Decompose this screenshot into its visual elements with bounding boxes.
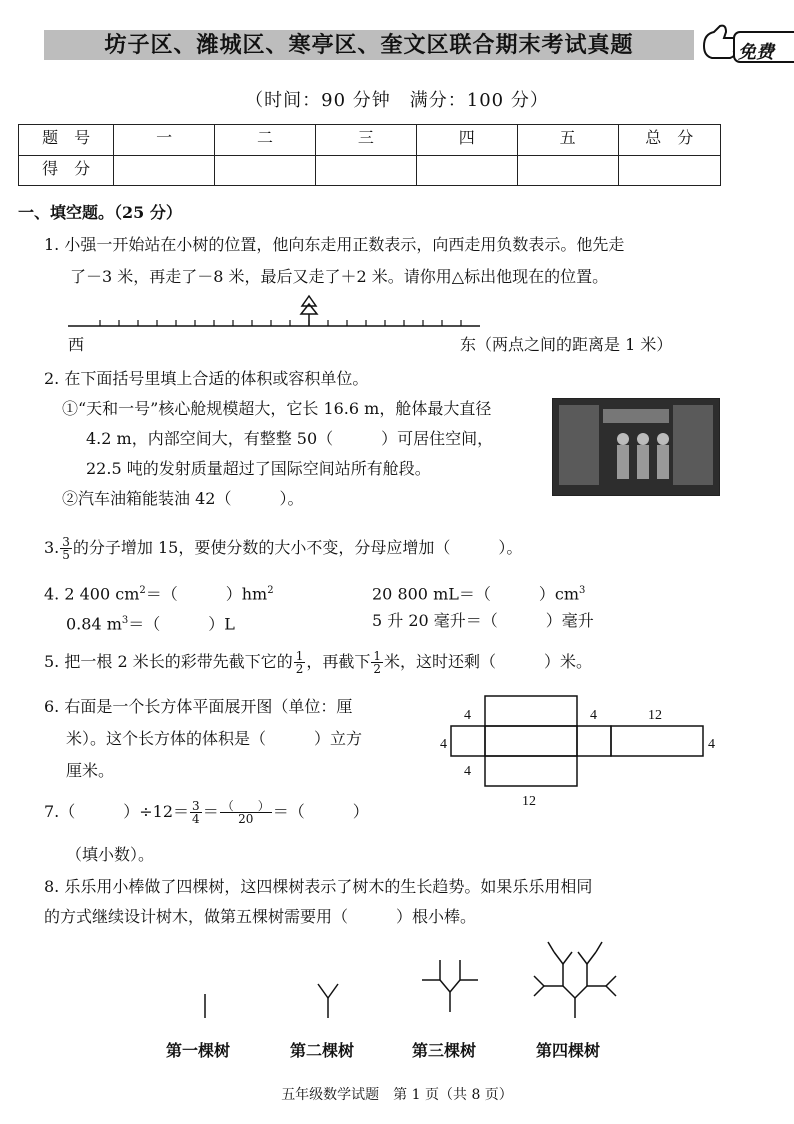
q7-part1: 7.（ ）÷12＝	[44, 802, 190, 821]
score-cell[interactable]	[618, 155, 720, 186]
question-7	[44, 800, 369, 825]
tree-label: 第二棵树	[290, 1041, 355, 1060]
page-title: 坊子区、潍城区、寒亭区、奎文区联合期末考试真题	[104, 32, 634, 58]
q4-a2-sup: 3	[579, 585, 586, 596]
q7-part3: ＝（ ）	[272, 802, 369, 821]
net-face	[577, 726, 611, 756]
q4-a1-rest: ＝（ ）hm	[145, 584, 268, 604]
fraction-one-half	[371, 650, 383, 675]
west-label: 西	[68, 335, 85, 354]
tree-label: 第三棵树	[412, 1041, 477, 1060]
tree-2-icon	[318, 984, 338, 1018]
fraction-denominator: 20	[238, 812, 254, 826]
q5-part3: 米，这时还剩（ ）米。	[384, 652, 593, 671]
question-1-line-1: 1. 小强一开始站在小树的位置，他向东走用正数表示，向西走用负数表示。他先走	[44, 235, 625, 254]
q4-b1-text: 0.84 m	[66, 614, 122, 634]
east-label: 东（两点之间的距离是 1 米）	[460, 335, 673, 354]
score-header-cell: 总 分	[618, 125, 720, 156]
number-line-ticks	[100, 320, 461, 326]
question-3-text: 的分子增加 15，要使分数的大小不变，分母应增加（ ）。	[72, 538, 523, 557]
section-heading: 一、填空题。（25 分）	[18, 203, 182, 222]
tree-4-icon	[534, 942, 616, 1018]
score-cell[interactable]	[517, 155, 618, 186]
net-face	[485, 756, 577, 786]
net-face	[485, 696, 577, 726]
score-row-label: 得 分	[19, 155, 114, 186]
net-label: 12	[522, 794, 536, 809]
question-4-b2: 5 升 20 毫升＝（ ）毫升	[372, 611, 594, 630]
net-face	[451, 726, 485, 756]
net-face	[485, 726, 577, 756]
fraction-denominator: 2	[295, 662, 304, 676]
score-cell[interactable]	[215, 155, 316, 186]
cuboid-net-diagram	[450, 694, 710, 794]
score-header-cell: 题 号	[19, 125, 114, 156]
fraction-numerator: 1	[295, 649, 304, 663]
net-label: 4	[464, 764, 471, 779]
net-label: 4	[440, 737, 447, 752]
question-2-line-2: ①“天和一号”核心舱规模超大，它长 16.6 m，舱体最大直径	[62, 399, 492, 418]
question-2-line-4: 22.5 吨的发射质量超过了国际空间站所有舱段。	[86, 459, 431, 478]
question-2-line-5: ②汽车油箱能装油 42（ ）。	[62, 489, 304, 508]
question-1-line-2: 了－3 米，再走了－8 米，最后又走了＋2 米。请你用△标出他现在的位置。	[70, 267, 609, 286]
fraction-numerator: 1	[373, 649, 382, 663]
question-6-line-3: 厘米。	[66, 761, 115, 780]
fraction-three-quarters	[190, 800, 202, 825]
score-cell[interactable]	[315, 155, 416, 186]
net-label: 4	[464, 708, 471, 723]
q4-b1-rest: ＝（ ）L	[128, 614, 235, 634]
score-header-cell: 二	[215, 125, 316, 156]
fraction-denominator: 2	[373, 662, 382, 676]
q4-a1-text: 4. 2 400 cm	[44, 584, 140, 604]
question-2-line-3: 4.2 m，内部空间大，有整整 50（ ）可居住空间，	[86, 429, 494, 448]
tree-label: 第四棵树	[536, 1041, 601, 1060]
q7-part2: ＝	[202, 802, 219, 821]
net-label: 4	[708, 737, 715, 752]
score-header-cell: 四	[416, 125, 517, 156]
tree-marker-path	[301, 296, 317, 326]
fraction-numerator: 3	[62, 535, 70, 549]
fraction-three-fifths	[60, 536, 72, 561]
tree-icon	[301, 296, 317, 326]
question-8-line-2: 的方式继续设计树木，做第五棵树需要用（ ）根小棒。	[44, 907, 477, 926]
q4-a1-sup2: 2	[267, 585, 274, 596]
fraction-denominator: 5	[62, 548, 70, 562]
exam-subtitle: （时间：90 分钟 满分：100 分）	[245, 90, 549, 111]
net-face	[611, 726, 703, 756]
question-3	[44, 536, 522, 561]
tree-growth-diagram	[180, 936, 640, 1026]
q5-part1: 5. 把一根 2 米长的彩带先截下它的	[44, 652, 293, 671]
question-6-line-2: 米）。这个长方体的体积是（ ）立方	[66, 729, 363, 748]
q5-part2: ，再截下	[306, 652, 371, 671]
q4-a1-sup: 2	[139, 585, 146, 596]
fraction-blank-over-twenty	[220, 800, 272, 825]
fraction-numerator: 3	[192, 799, 200, 813]
question-3-number: 3.	[44, 538, 60, 557]
score-header-cell: 三	[315, 125, 416, 156]
score-header-cell: 一	[114, 125, 215, 156]
q4-b1-sup: 3	[121, 615, 129, 626]
score-table-row	[19, 155, 721, 186]
net-label: 4	[590, 708, 597, 723]
tree-3-icon	[422, 960, 478, 1012]
page-footer: 五年级数学试题 第 1 页（共 8 页）	[281, 1087, 513, 1103]
question-6-line-1: 6. 右面是一个长方体平面展开图（单位：厘	[44, 697, 353, 716]
score-table-row	[19, 125, 721, 156]
score-table	[18, 124, 721, 186]
question-4-a1	[44, 580, 274, 605]
tree-label: 第一棵树	[166, 1041, 231, 1060]
question-7-line-2: （填小数）。	[66, 845, 155, 864]
fraction-one-half	[294, 650, 306, 675]
question-2-line-1: 2. 在下面括号里填上合适的体积或容积单位。	[44, 369, 369, 388]
question-4-a2	[372, 580, 585, 605]
score-header-cell: 五	[517, 125, 618, 156]
question-8-line-1: 8. 乐乐用小棒做了四棵树，这四棵树表示了树木的生长趋势。如果乐乐用相同	[44, 877, 593, 896]
question-4-b1	[66, 610, 235, 635]
number-line	[60, 290, 490, 340]
q4-a2-text: 20 800 mL＝（ ）cm	[372, 584, 580, 604]
fraction-numerator: （ ）	[221, 799, 270, 813]
fraction-denominator: 4	[192, 812, 200, 826]
score-cell[interactable]	[114, 155, 215, 186]
score-cell[interactable]	[416, 155, 517, 186]
question-5	[44, 650, 592, 675]
space-station-photo	[552, 398, 720, 496]
net-label: 12	[648, 708, 662, 723]
free-badge-label: 免费	[738, 42, 774, 63]
